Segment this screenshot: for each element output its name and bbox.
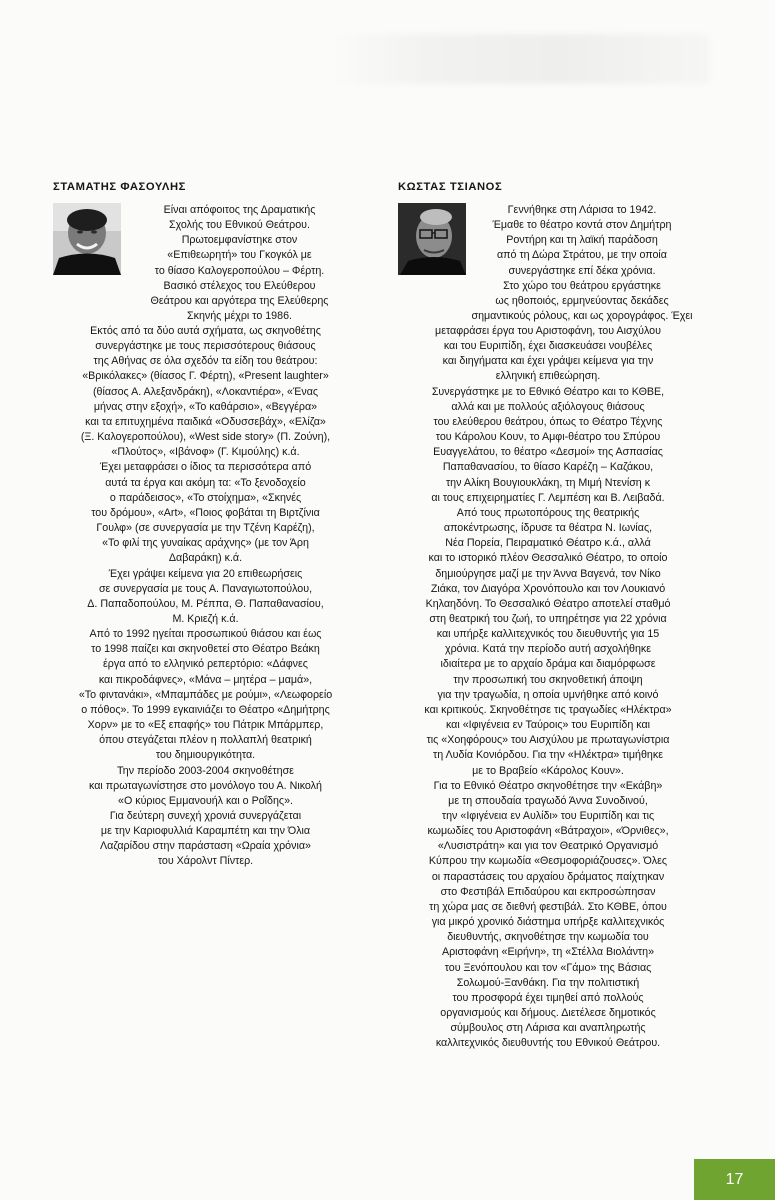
text-line: αποκέντρωσης, ίδρυσε τα θέατρα Ν. Ιωνίας, <box>443 522 653 535</box>
bio-fasoulis <box>53 181 358 870</box>
text-line: «Το φιντανάκι», «Μπαμπάδες με ρούμι», «Λεωφορείο <box>78 688 333 701</box>
text-line: «Βρικόλακες» (θίασος Γ. Φέρτη), «Present laughter» <box>82 370 329 383</box>
text-line: αλλά και με πολλούς αξιόλογους θιάσους <box>451 400 645 413</box>
text-line: Μ. Κριεζή κ.ά. <box>172 612 239 625</box>
text-line: δημιούργησε μαζί με την Άννα Βαγενά, τον Νίκο <box>435 567 661 580</box>
text-line: ως ηθοποιός, ερμηνεύοντας δεκάδες <box>495 294 669 307</box>
text-line: Έχει μεταφράσει ο ίδιος τα περισσότερα από <box>99 461 312 474</box>
text-line: του προσφορά έχει τιμηθεί από πολλούς <box>452 991 644 1004</box>
text-line: και διηγήματα και έχει γράψει κείμενα για την <box>442 355 654 368</box>
text-line: Έχει γράψει κείμενα για 20 επιθεωρήσεις <box>108 567 303 580</box>
text-line: για την τραγωδία, η οποία υμνήθηκε από κοινό <box>437 688 659 701</box>
text-line: την Αλίκη Βουγιουκλάκη, τη Μιμή Ντενίση κ <box>445 476 651 489</box>
text-line: χρόνια. Κατά την περίοδο αυτή ασχολήθηκε <box>444 643 652 656</box>
text-line: και του Ευριπίδη, έχει διασκευάσει νουβέλες <box>443 340 653 353</box>
text-line: Συνεργάστηκε με το Εθνικό Θέατρο και το ΚΘΒΕ, <box>431 385 665 398</box>
text-line: Παπαθανασίου, το θίασο Καρέζη – Καζάκου, <box>442 461 654 474</box>
text-line: τη χώρα μας σε διεθνή φεστιβάλ. Στο ΚΘΒΕ, όπου <box>429 900 667 913</box>
text-line: ο παράδεισος», «Το στοίχημα», «Σκηνές <box>109 491 302 504</box>
text-line: τις «Χοηφόρους» του Αισχύλου με πρωταγωνίστρια <box>426 734 670 747</box>
text-line: Από τους πρωτοπόρους της θεατρικής <box>456 506 640 519</box>
text-line: Χορν» με το «Εξ επαφής» του Πάτρικ Μπάρμπερ, <box>87 719 324 732</box>
text-line: από τη Δώρα Στράτου, με την οποία <box>497 249 667 262</box>
text-line: σύμβουλος στη Λάρισα και αναπληρωτής <box>450 1022 646 1035</box>
text-line: Έμαθε το θέατρο κοντά στον Δημήτρη <box>492 219 672 232</box>
text-line: Ζιάκα, τον Διαγόρα Χρονόπουλο και τον Λουκιανό <box>430 582 666 595</box>
text-line: του Κάρολου Κουν, το Αμφι-θέατρο του Σπύρου <box>435 431 661 444</box>
text-line: Θεάτρου και αργότερα της Ελεύθερης <box>150 294 329 307</box>
text-line: Γουλφ» (σε συνεργασία με την Τζένη Καρέζη), <box>96 522 315 535</box>
text-line: «Ο κύριος Εμμανουήλ και ο Ροΐδης». <box>118 794 293 807</box>
text-line: καλλιτεχνικός διευθυντής του Εθνικού Θεάτρου. <box>435 1037 661 1050</box>
text-line: Βασικό στέλεχος του Ελεύθερου <box>163 279 316 292</box>
text-line: το θίασο Καλογεροπούλου – Φέρτη. <box>154 264 325 277</box>
faded-header-banner <box>330 34 710 84</box>
text-line: την «Ιφιγένεια εν Αυλίδι» του Ευριπίδη και τις <box>441 810 655 822</box>
text-line: Ευαγγελάτου, το θέατρο «Δεσμοί» της Ασπασίας <box>433 446 663 459</box>
text-line: Για δεύτερη συνεχή χρονιά συνεργάζεται <box>109 810 302 822</box>
text-line: με το Βραβείο «Κάρολος Κουν». <box>472 764 624 777</box>
bio-tsianos <box>398 181 698 1052</box>
text-line: και πρωταγωνίστησε στο μονόλογο του Α. Νικολή <box>89 779 322 792</box>
text-line: σε συνεργασία με τους Α. Παναγιωτοπούλου, <box>98 582 313 595</box>
bio-body <box>398 324 698 1052</box>
text-line: του δρόμου», «Art», «Ποιος φοβάται τη Βιρτζίνια <box>91 506 320 519</box>
bio-top <box>398 203 698 324</box>
text-line: μήνας στην εξοχή», «Το καθάρσιο», «Βεγγέρα» <box>93 400 318 413</box>
text-line: κωμωδίες του Αριστοφάνη «Βάτραχοι», «Όρνιθες», <box>427 825 669 838</box>
text-line: Για το Εθνικό Θέατρο σκηνοθέτησε την «Εκάβη» <box>433 779 663 792</box>
text-line: Σχολής του Εθνικού Θεάτρου. <box>169 219 310 232</box>
text-line: το 1998 παίζει και σκηνοθετεί στο Θέατρο Βεάκη <box>91 643 320 656</box>
text-line: «Επιθεωρητή» του Γκογκόλ με <box>167 249 312 262</box>
text-line: την προσωπική του σκηνοθετική άποψη <box>453 673 643 686</box>
text-line: Στο χώρο του θεάτρου εργάστηκε <box>503 279 661 292</box>
text-line: ιδιαίτερα με το αρχαίο δράμα και διαμόρφωσε <box>440 658 656 671</box>
text-line: μεταφράσει έργα του Αριστοφάνη, του Αισχύλου <box>435 325 661 337</box>
text-line: Δ. Παπαδοπούλου, Μ. Ρέππα, Θ. Παπαθανασίου, <box>87 597 324 610</box>
bio-name: ΣΤΑΜΑΤΗΣ ΦΑΣΟΥΛΗΣ <box>53 181 186 193</box>
bio-name: ΚΩΣΤΑΣ ΤΣΙΑΝΟΣ <box>398 181 503 193</box>
text-line: του Ξενόπουλου και τον «Γάμο» της Βάσιας <box>444 961 652 974</box>
text-line: Είναι απόφοιτος της Δραματικής <box>163 204 316 216</box>
text-line: Νέα Πορεία, Πειραματικό Θέατρο κ.ά., αλλά <box>445 537 651 550</box>
text-line: ελληνική επιθεώρηση. <box>495 370 601 383</box>
text-line: του Χάρολντ Πίντερ. <box>157 855 254 868</box>
text-line: έργα από το ελληνικό ρεπερτόριο: «Δάφνες <box>103 658 308 671</box>
text-line: Πρωτοεμφανίστηκε στον <box>181 234 298 247</box>
text-line: και πικροδάφνες», «Μάνα – μητέρα – μαμά», <box>98 673 313 686</box>
text-line: «Λυσιστράτη» και για τον Θεατρικό Οργανισμό <box>437 840 659 853</box>
text-line: Κύπρου την κωμωδία «Θεσμοφοριάζουσες». Όλες <box>428 855 668 868</box>
text-line: αι τους επιχειρηματίες Γ. Λεμπέση και Β. Λειβαδά. <box>431 491 665 504</box>
bio-top <box>53 203 358 324</box>
text-line: Την περίοδο 2003-2004 σκηνοθέτησε <box>117 764 294 777</box>
bio-intro <box>466 203 698 324</box>
portrait-image <box>398 203 466 275</box>
text-line: (Ξ. Καλογεροπούλου), «West side story» (Π. Ζούνη), <box>80 431 331 444</box>
text-line: και υπήρξε καλλιτεχνικός του διευθυντής για 15 <box>436 628 660 641</box>
text-line: και «Ιφιγένεια εν Ταύροις» του Ευριπίδη και <box>445 719 651 732</box>
text-line: «Πλούτος», «Ιβάνοφ» (Γ. Κιμούλης) κ.ά. <box>111 446 300 459</box>
text-line: αυτά τα έργα και ακόμη τα: «Το ξενοδοχείο <box>105 476 306 489</box>
bio-body <box>53 324 358 870</box>
portrait-photo <box>53 203 121 275</box>
text-line: συνεργάστηκε επί δέκα χρόνια. <box>508 264 656 277</box>
text-line: Από το 1992 ηγείται προσωπικού θιάσου και έως <box>89 628 322 641</box>
text-line: Γεννήθηκε στη Λάρισα το 1942. <box>507 204 657 216</box>
text-line: του δημιουργικότητα. <box>155 749 256 762</box>
text-line: (θίασος Α. Αλεξανδράκη), «Λοκαντιέρα», «Ένας <box>92 385 319 398</box>
portrait-image <box>53 203 121 275</box>
text-line: της Αθήνας σε όλα σχεδόν τα είδη του θεάτρου: <box>93 355 318 368</box>
text-line: σημαντικούς ρόλους, και ως χορογράφος. Έχει <box>471 310 693 323</box>
text-line: στη θεατρική του ζωή, το υπηρέτησε για 22 χρόνια <box>429 612 667 625</box>
text-line: με την Καριοφυλλιά Καραμπέτη και την Όλια <box>100 825 311 838</box>
bio-intro <box>121 203 358 324</box>
text-line: και το ιστορικό πλέον Θεσσαλικό Θέατρο, το οποίο <box>428 552 668 565</box>
page-number: 17 <box>694 1159 775 1200</box>
text-line: Λαζαρίδου στην παράσταση «Ωραία χρόνια» <box>100 840 311 853</box>
text-line: «Το φιλί της γυναίκας αράχνης» (με τον Άρη <box>102 537 309 550</box>
text-line: Κηλαηδόνη. Το Θεσσαλικό Θέατρο αποτελεί σταθμό <box>425 597 671 610</box>
text-line: με τη σπουδαία τραγωδό Άννα Συνοδινού, <box>448 794 648 807</box>
text-line: Αριστοφάνη «Ειρήνη», τη «Στέλλα Βιολάντη» <box>441 946 655 959</box>
text-line: Δαβαράκη) κ.ά. <box>168 552 243 565</box>
text-line: και τα επιτυχημένα παιδικά «Οδυσσεβάχ», «Ελίζα» <box>85 415 326 428</box>
text-line: τη Λυδία Κονιόρδου. Για την «Ηλέκτρα» τιμήθηκε <box>433 749 663 762</box>
text-line: στο Φεστιβάλ Επιδαύρου και εκπροσώπησαν <box>440 885 656 898</box>
text-line: ο πόθος». Το 1999 εγκαινιάζει το Θέατρο «Δημήτρης <box>81 703 330 716</box>
text-line: Εκτός από τα δύο αυτά σχήματα, ως σκηνοθέτης <box>90 325 321 337</box>
text-line: και κριτικούς. Σκηνοθέτησε τις τραγωδίες «Ηλέκτρα» <box>424 703 672 716</box>
text-line: Σολωμού-Ξανθάκη. Για την πολιτιστική <box>456 976 640 989</box>
bio-text <box>53 203 358 870</box>
text-line: για μικρό χρονικό διάστημα υπήρξε καλλιτεχνικός <box>431 916 665 929</box>
text-line: Σκηνής μέχρι το 1986. <box>187 310 292 323</box>
text-line: οργανισμούς και δήμους. Διετέλεσε δημοτικός <box>440 1007 656 1020</box>
text-line: όπου στεγάζεται πλέον η πολλαπλή θεατρική <box>99 734 312 747</box>
text-line: Ροντήρη και τη λαϊκή παράδοση <box>506 234 658 247</box>
portrait-photo <box>398 203 466 275</box>
text-line: διευθυντής, σκηνοθέτησε την κωμωδία του <box>447 931 649 944</box>
text-line: του ελεύθερου θεάτρου, όπως το Θέατρο Τέχνης <box>433 415 663 428</box>
text-line: οι παραστάσεις του αρχαίου δράματος παίχτηκαν <box>431 870 665 883</box>
text-line: συνεργάστηκε με τους περισσότερους θιάσους <box>95 340 316 353</box>
bio-text <box>398 203 698 1052</box>
